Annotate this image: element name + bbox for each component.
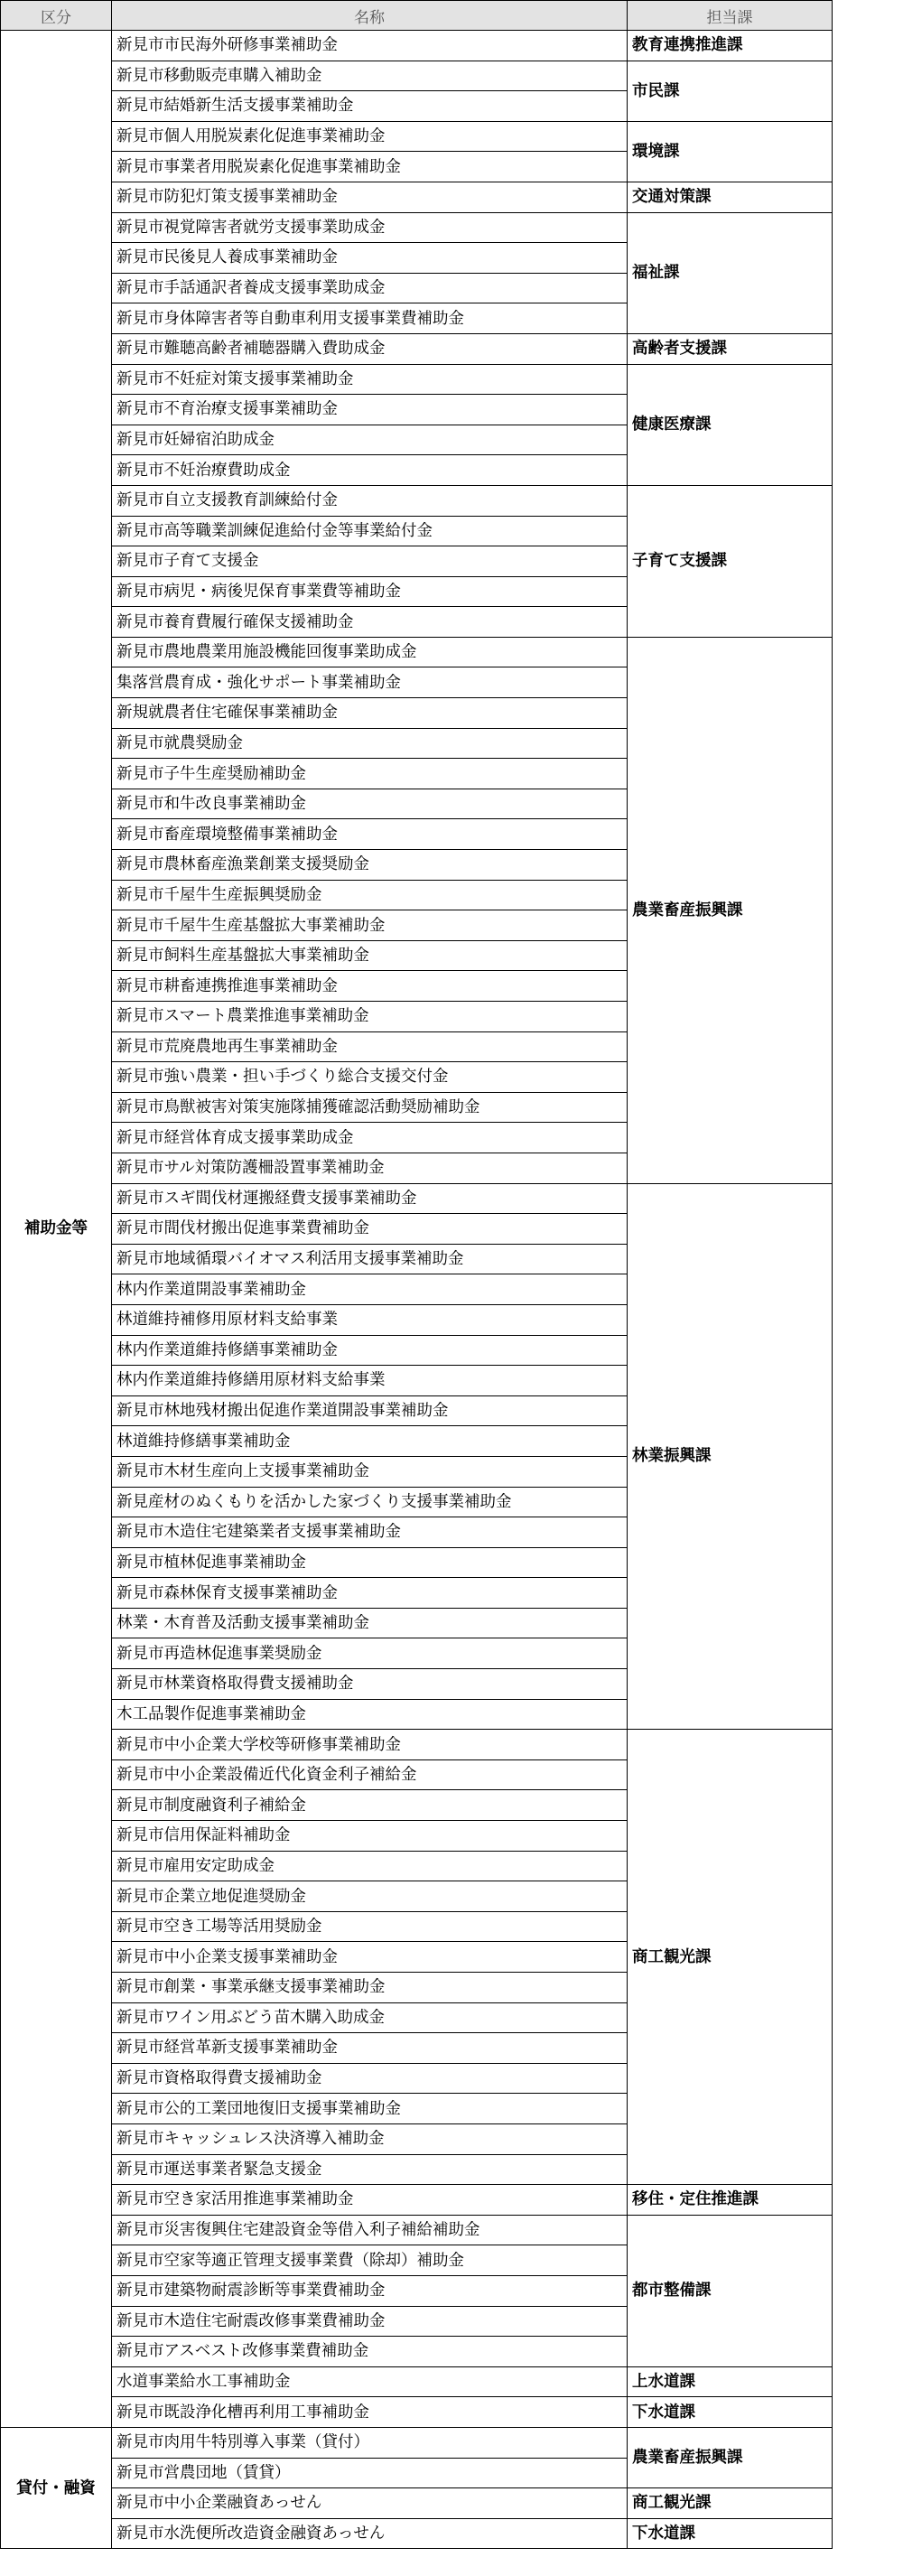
program-name-cell: 新見市中小企業支援事業補助金	[112, 1942, 628, 1973]
program-name-cell: 新見市運送事業者緊急支援金	[112, 2154, 628, 2185]
department-cell: 農業畜産振興課	[628, 637, 833, 1183]
program-name-cell: 新見産材のぬくもりを活かした家づくり支援事業補助金	[112, 1487, 628, 1517]
program-name-cell: 新見市千屋牛生産振興奨励金	[112, 880, 628, 910]
program-name-cell: 新見市民後見人養成事業補助金	[112, 243, 628, 274]
program-name-cell: 新見市中小企業融資あっせん	[112, 2488, 628, 2519]
program-name-cell: 新見市強い農業・担い手づくり総合支援交付金	[112, 1062, 628, 1093]
program-name-cell: 集落営農育成・強化サポート事業補助金	[112, 667, 628, 698]
program-name-cell: 新見市建築物耐震診断等事業費補助金	[112, 2275, 628, 2306]
department-cell: 下水道課	[628, 2518, 833, 2549]
program-name-cell: 新見市水洗便所改造資金融資あっせん	[112, 2518, 628, 2549]
table-row	[1, 31, 833, 61]
program-name-cell: 新見市不妊治療費助成金	[112, 455, 628, 486]
program-name-cell: 新見市木造住宅建築業者支援事業補助金	[112, 1517, 628, 1548]
program-name-cell: 新見市創業・事業承継支援事業補助金	[112, 1973, 628, 2003]
program-name-cell: 新見市市民海外研修事業補助金	[112, 31, 628, 61]
table-row	[1, 2185, 833, 2216]
department-cell: 高齢者支援課	[628, 333, 833, 364]
program-name-cell: 新見市子牛生産奨励補助金	[112, 759, 628, 789]
table-row	[1, 2488, 833, 2519]
program-name-cell: 新見市木造住宅耐震改修事業費補助金	[112, 2306, 628, 2337]
program-name-cell: 新見市病児・病後児保育事業費等補助金	[112, 576, 628, 607]
program-name-cell: 新見市既設浄化槽再利用工事補助金	[112, 2397, 628, 2428]
header-name: 名称	[112, 1, 628, 31]
program-name-cell: 新見市スギ間伐材運搬経費支援事業補助金	[112, 1183, 628, 1214]
program-name-cell: 新見市地域循環バイオマス利活用支援事業補助金	[112, 1244, 628, 1274]
table-row	[1, 2518, 833, 2549]
table-row	[1, 485, 833, 516]
program-name-cell: 新見市荒廃農地再生事業補助金	[112, 1031, 628, 1062]
program-name-cell: 新見市災害復興住宅建設資金等借入利子補給補助金	[112, 2215, 628, 2245]
program-name-cell: 新見市妊婦宿泊助成金	[112, 425, 628, 455]
program-name-cell: 新見市スマート農業推進事業補助金	[112, 1002, 628, 1032]
header-row	[1, 1, 833, 31]
program-name-cell: 新見市アスベスト改修事業費補助金	[112, 2337, 628, 2367]
program-name-cell: 新見市就農奨励金	[112, 728, 628, 759]
department-cell: 林業振興課	[628, 1183, 833, 1730]
program-name-cell: 新見市資格取得費支援補助金	[112, 2063, 628, 2094]
department-cell: 交通対策課	[628, 182, 833, 212]
program-name-cell: 新見市自立支援教育訓練給付金	[112, 485, 628, 516]
program-name-cell: 新見市林地残材搬出促進作業道開設事業補助金	[112, 1395, 628, 1426]
program-name-cell: 新見市移動販売車購入補助金	[112, 61, 628, 91]
program-name-cell: 新見市肉用牛特別導入事業（貸付）	[112, 2427, 628, 2458]
program-name-cell: 水道事業給水工事補助金	[112, 2366, 628, 2397]
table-row	[1, 182, 833, 212]
program-name-cell: 新見市個人用脱炭素化促進事業補助金	[112, 121, 628, 152]
program-name-cell: 新見市木材生産向上支援事業補助金	[112, 1456, 628, 1487]
department-cell: 農業畜産振興課	[628, 2427, 833, 2487]
department-cell: 市民課	[628, 61, 833, 121]
program-name-cell: 木工品製作促進事業補助金	[112, 1699, 628, 1730]
department-cell: 商工観光課	[628, 1730, 833, 2185]
program-name-cell: 新見市サル対策防護柵設置事業補助金	[112, 1153, 628, 1183]
program-name-cell: 林道維持修繕事業補助金	[112, 1426, 628, 1457]
department-cell: 教育連携推進課	[628, 31, 833, 61]
program-name-cell: 林内作業道維持修繕用原材料支給事業	[112, 1366, 628, 1396]
program-name-cell: 林内作業道維持修繕事業補助金	[112, 1335, 628, 1366]
program-name-cell: 新見市農林畜産漁業創業支援奨励金	[112, 850, 628, 881]
program-name-cell: 新見市畜産環境整備事業補助金	[112, 819, 628, 850]
program-name-cell: 新見市難聴高齢者補聴器購入費助成金	[112, 333, 628, 364]
program-name-cell: 新見市飼料生産基盤拡大事業補助金	[112, 940, 628, 971]
department-cell: 環境課	[628, 121, 833, 182]
table-body	[1, 31, 833, 2549]
table-row	[1, 637, 833, 667]
program-name-cell: 新見市信用保証料補助金	[112, 1821, 628, 1852]
program-name-cell: 新見市千屋牛生産基盤拡大事業補助金	[112, 910, 628, 941]
department-cell: 商工観光課	[628, 2488, 833, 2519]
program-name-cell: 新見市再造林促進事業奨励金	[112, 1638, 628, 1669]
program-name-cell: 新見市高等職業訓練促進給付金等事業給付金	[112, 516, 628, 546]
program-name-cell: 新見市雇用安定助成金	[112, 1851, 628, 1881]
program-name-cell: 林業・木育普及活動支援事業補助金	[112, 1608, 628, 1638]
program-name-cell: 新見市中小企業大学校等研修事業補助金	[112, 1730, 628, 1760]
program-name-cell: 新見市防犯灯策支援事業補助金	[112, 182, 628, 212]
program-name-cell: 新見市事業者用脱炭素化促進事業補助金	[112, 152, 628, 182]
program-name-cell: 新見市和牛改良事業補助金	[112, 789, 628, 819]
department-cell: 都市整備課	[628, 2215, 833, 2366]
table-row	[1, 2397, 833, 2428]
department-cell: 福祉課	[628, 212, 833, 333]
header-category: 区分	[1, 1, 112, 31]
program-name-cell: 新見市林業資格取得費支援補助金	[112, 1669, 628, 1700]
program-name-cell: 新見市不妊症対策支援事業補助金	[112, 364, 628, 395]
program-name-cell: 新見市キャッシュレス決済導入補助金	[112, 2123, 628, 2154]
program-name-cell: 新見市視覚障害者就労支援事業助成金	[112, 212, 628, 243]
department-cell: 移住・定住推進課	[628, 2185, 833, 2216]
program-name-cell: 新見市不育治療支援事業補助金	[112, 395, 628, 425]
table-row	[1, 2427, 833, 2458]
program-name-cell: 新見市経営革新支援事業補助金	[112, 2033, 628, 2064]
program-name-cell: 新見市公的工業団地復旧支援事業補助金	[112, 2094, 628, 2124]
program-name-cell: 新見市手話通訳者養成支援事業助成金	[112, 273, 628, 303]
program-name-cell: 新見市身体障害者等自動車利用支援事業費補助金	[112, 303, 628, 334]
program-name-cell: 新見市耕畜連携推進事業補助金	[112, 971, 628, 1002]
department-cell: 下水道課	[628, 2397, 833, 2428]
department-cell: 上水道課	[628, 2366, 833, 2397]
program-name-cell: 新見市養育費履行確保支援補助金	[112, 607, 628, 638]
table-row	[1, 333, 833, 364]
program-name-cell: 新見市営農団地（賃貸）	[112, 2458, 628, 2488]
program-name-cell: 新見市経営体育成支援事業助成金	[112, 1123, 628, 1153]
program-name-cell: 新見市森林保育支援事業補助金	[112, 1578, 628, 1609]
department-cell: 子育て支援課	[628, 485, 833, 637]
category-cell: 補助金等	[1, 31, 112, 2428]
department-cell: 健康医療課	[628, 364, 833, 485]
program-name-cell: 新規就農者住宅確保事業補助金	[112, 698, 628, 729]
table-row	[1, 1183, 833, 1214]
table-row	[1, 1730, 833, 1760]
category-cell: 貸付・融資	[1, 2427, 112, 2548]
program-name-cell: 新見市農地農業用施設機能回復事業助成金	[112, 637, 628, 667]
table-row	[1, 2215, 833, 2245]
program-name-cell: 林道維持補修用原材料支給事業	[112, 1304, 628, 1335]
program-name-cell: 新見市空家等適正管理支援事業費（除却）補助金	[112, 2245, 628, 2276]
program-name-cell: 新見市間伐材搬出促進事業費補助金	[112, 1214, 628, 1245]
program-name-cell: 新見市空き家活用推進事業補助金	[112, 2185, 628, 2216]
table-row	[1, 2366, 833, 2397]
program-name-cell: 林内作業道開設事業補助金	[112, 1274, 628, 1305]
program-name-cell: 新見市植林促進事業補助金	[112, 1547, 628, 1578]
program-name-cell: 新見市子育て支援金	[112, 546, 628, 577]
program-name-cell: 新見市企業立地促進奨励金	[112, 1881, 628, 1912]
table-row	[1, 61, 833, 91]
table-row	[1, 121, 833, 152]
program-name-cell: 新見市制度融資利子補給金	[112, 1790, 628, 1821]
program-name-cell: 新見市鳥獣被害対策実施隊捕獲確認活動奨励補助金	[112, 1092, 628, 1123]
program-name-cell: 新見市ワイン用ぶどう苗木購入助成金	[112, 2002, 628, 2033]
table-row	[1, 364, 833, 395]
program-name-cell: 新見市中小企業設備近代化資金利子補給金	[112, 1759, 628, 1790]
header-department: 担当課	[628, 1, 833, 31]
table-row	[1, 212, 833, 243]
program-name-cell: 新見市空き工場等活用奨励金	[112, 1911, 628, 1942]
program-name-cell: 新見市結婚新生活支援事業補助金	[112, 91, 628, 122]
